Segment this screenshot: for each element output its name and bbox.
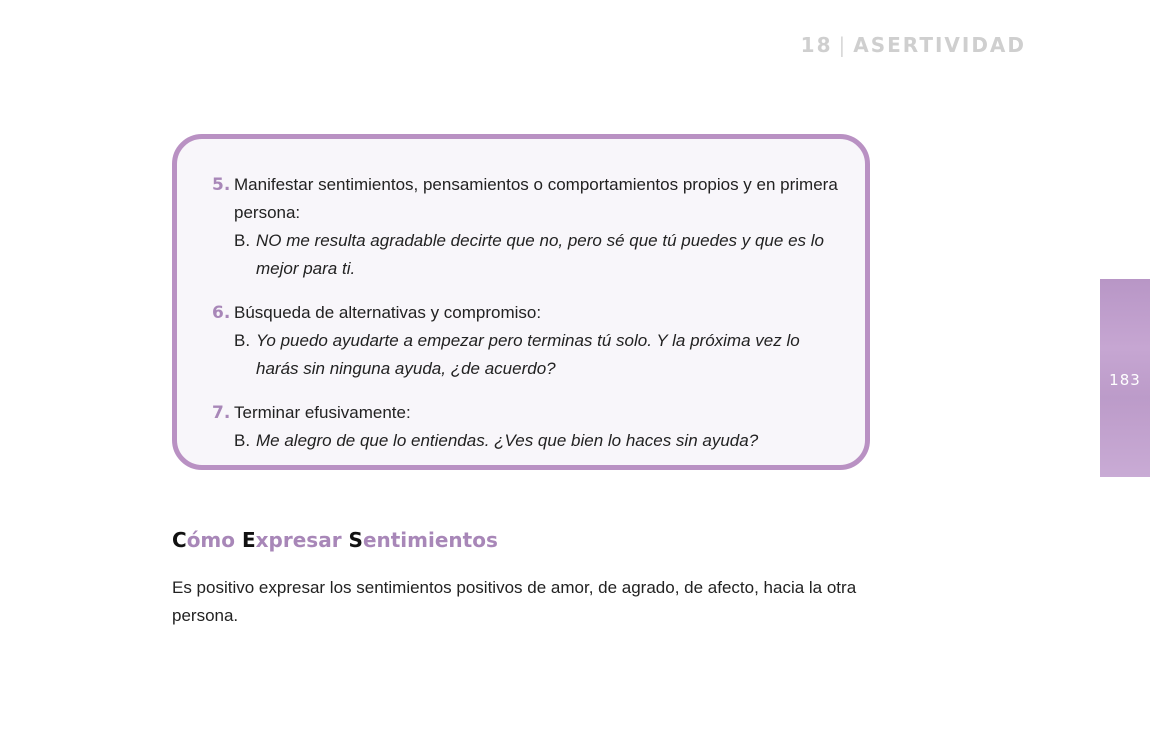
- title-part: entimientos: [362, 528, 498, 552]
- item-number: 6.: [212, 303, 231, 323]
- list-item: [212, 399, 845, 455]
- title-part: xpresar: [255, 528, 349, 552]
- section-paragraph: Es positivo expresar los sentimientos positivos de amor, de agrado, de afecto, hacia la otra persona.: [172, 578, 857, 625]
- item-response: [234, 427, 845, 455]
- response-tag: B.: [234, 431, 251, 450]
- list-item: [212, 171, 845, 283]
- item-heading: Manifestar sentimientos, pensamientos o comportamientos propios y en primera persona:: [234, 175, 838, 222]
- running-header: [801, 33, 1026, 57]
- item-number: 5.: [212, 175, 231, 195]
- response-text: NO me resulta agradable decirte que no, pero sé que tú puedes y que es lo mejor para ti.: [256, 231, 824, 278]
- item-response: [234, 227, 845, 283]
- chapter-number: 18: [800, 33, 833, 57]
- response-text: Me alegro de que lo entiendas. ¿Ves que bien lo haces sin ayuda?: [256, 431, 759, 450]
- item-response: [234, 327, 845, 383]
- list-item: [212, 299, 845, 383]
- item-number: 7.: [212, 403, 231, 423]
- header-separator: |: [838, 33, 848, 57]
- section-title: [172, 528, 498, 552]
- item-heading: Terminar efusivamente:: [234, 403, 411, 422]
- examples-box: [172, 134, 870, 470]
- page-number: 183: [1109, 371, 1141, 389]
- title-initial: S: [348, 528, 363, 552]
- chapter-title: ASERTIVIDAD: [853, 33, 1026, 57]
- item-heading: Búsqueda de alternativas y compromiso:: [234, 303, 542, 322]
- title-part: ómo: [186, 528, 242, 552]
- response-tag: B.: [234, 231, 251, 250]
- side-tab: [1100, 279, 1150, 477]
- title-initial: E: [241, 528, 256, 552]
- response-tag: B.: [234, 331, 251, 350]
- title-initial: C: [172, 528, 187, 552]
- response-text: Yo puedo ayudarte a empezar pero terminas tú solo. Y la próxima vez lo harás sin ninguna ayuda, ¿de acuerdo?: [256, 331, 800, 378]
